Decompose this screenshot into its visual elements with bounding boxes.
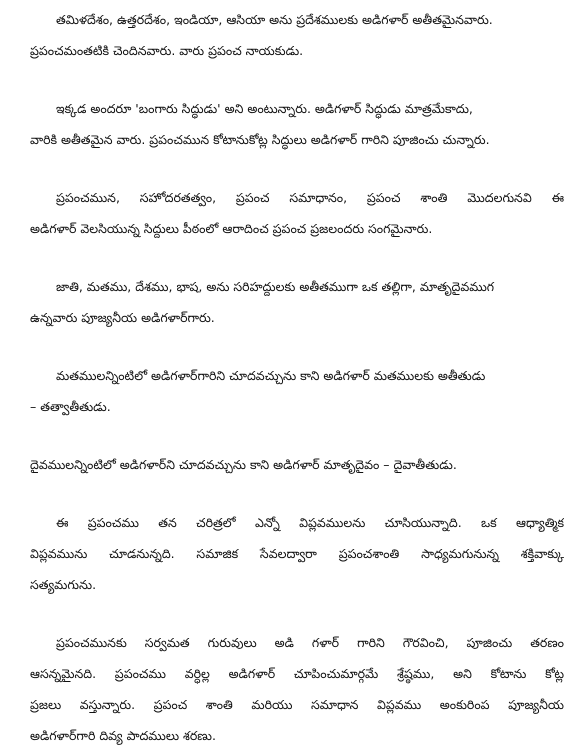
text-line: ప్రపంచమంతటికి చెందినవారు. వారు ప్రపంచ నాయకుడు.: [30, 43, 304, 58]
paragraph-6: [30, 449, 564, 480]
text-line: ఇక్కడ అందరూ 'బంగారు సిద్ధుడు' అని అంటున్నారు. అడిగళార్ సిద్ధుడు మాత్రమేకాదు,: [56, 101, 473, 116]
text-line: ప్రపంచమున, సహోదరతత్వం, ప్రపంచ సమాధానం, ప్రపంచ శాంతి మొదలగునవి ఈ: [56, 190, 564, 205]
text-line: జాతి, మతము, దేశము, భాష, అను సరిహద్దులకు అతీతముగా ఒక తల్లిగా, మాతృదైవముగ: [56, 279, 495, 294]
text-line: దైవములన్నింటిలో అడిగళార్‌ని చూదవచ్చును కాని అడిగళార్ మాతృదైవం – దైవాతీతుడు.: [30, 457, 457, 472]
paragraph-8: [30, 627, 564, 751]
text-line: వారికి అతీతమైన వారు. ప్రపంచమున కోటానుకోట్ల సిద్ధులు అడిగళార్ గారిని పూజించు చున్నారు.: [30, 132, 490, 147]
paragraph-4: [30, 271, 564, 333]
text-line: అడిగళార్ వెలసియున్న సిద్దులు పీఠంలో ఆరాదించ ప్రపంచ ప్రజలందరు సంగమైనారు.: [30, 221, 433, 236]
paragraph-5: [30, 360, 564, 422]
paragraph-2: [30, 93, 564, 155]
text-line: ఉన్నవారు పూజ్యనీయ అడిగళార్‌గారు.: [30, 310, 215, 325]
text-line: ఆసన్నమైనది. ప్రపంచము వర్ధిల్ల అడిగళార్ చూపించుమార్గమే శ్రేష్ఠము, అని కోటాను కోట్ల: [30, 666, 564, 681]
text-line: విప్లవమును చూడనున్నది. సమాజిక సేవలద్వారా ప్రపంచశాంతి సాధ్యమగునున్న శక్తివాక్కు: [30, 546, 564, 561]
text-line: ప్రజలు వస్తున్నారు. ప్రపంచ శాంతి మరియు సమాధాన విప్లవము అంకురింప పూజ్యనీయ: [30, 697, 564, 712]
paragraph-7: [30, 507, 564, 600]
text-line: తమిళదేశం, ఉత్తరదేశం, ఇండియా, ఆసియా అను ప్రదేశములకు అడిగళార్ అతీతమైనవారు.: [56, 12, 493, 27]
paragraph-3: [30, 182, 564, 244]
text-line: అడిగళార్‌గారి దివ్య పాదములు శరణు.: [30, 728, 216, 743]
text-line: సత్యమగును.: [30, 577, 97, 592]
text-line: – తత్వాతీతుడు.: [30, 399, 111, 414]
text-line: ప్రపంచమునకు సర్వమత గురువులు అడి గళార్ గారిని గౌరవించి, పూజించు తరణం: [56, 635, 564, 650]
paragraph-1: [30, 4, 564, 66]
text-line: ఈ ప్రపంచము తన చరిత్రలో ఎన్నో విప్లవములను చూసియున్నాది. ఒక ఆధ్యాత్మిక: [56, 515, 564, 530]
text-line: మతములన్నింటిలో అడిగళార్‌గారిని చూదవచ్చును కాని అడిగళార్ మతములకు అతీతుడు: [56, 368, 486, 383]
